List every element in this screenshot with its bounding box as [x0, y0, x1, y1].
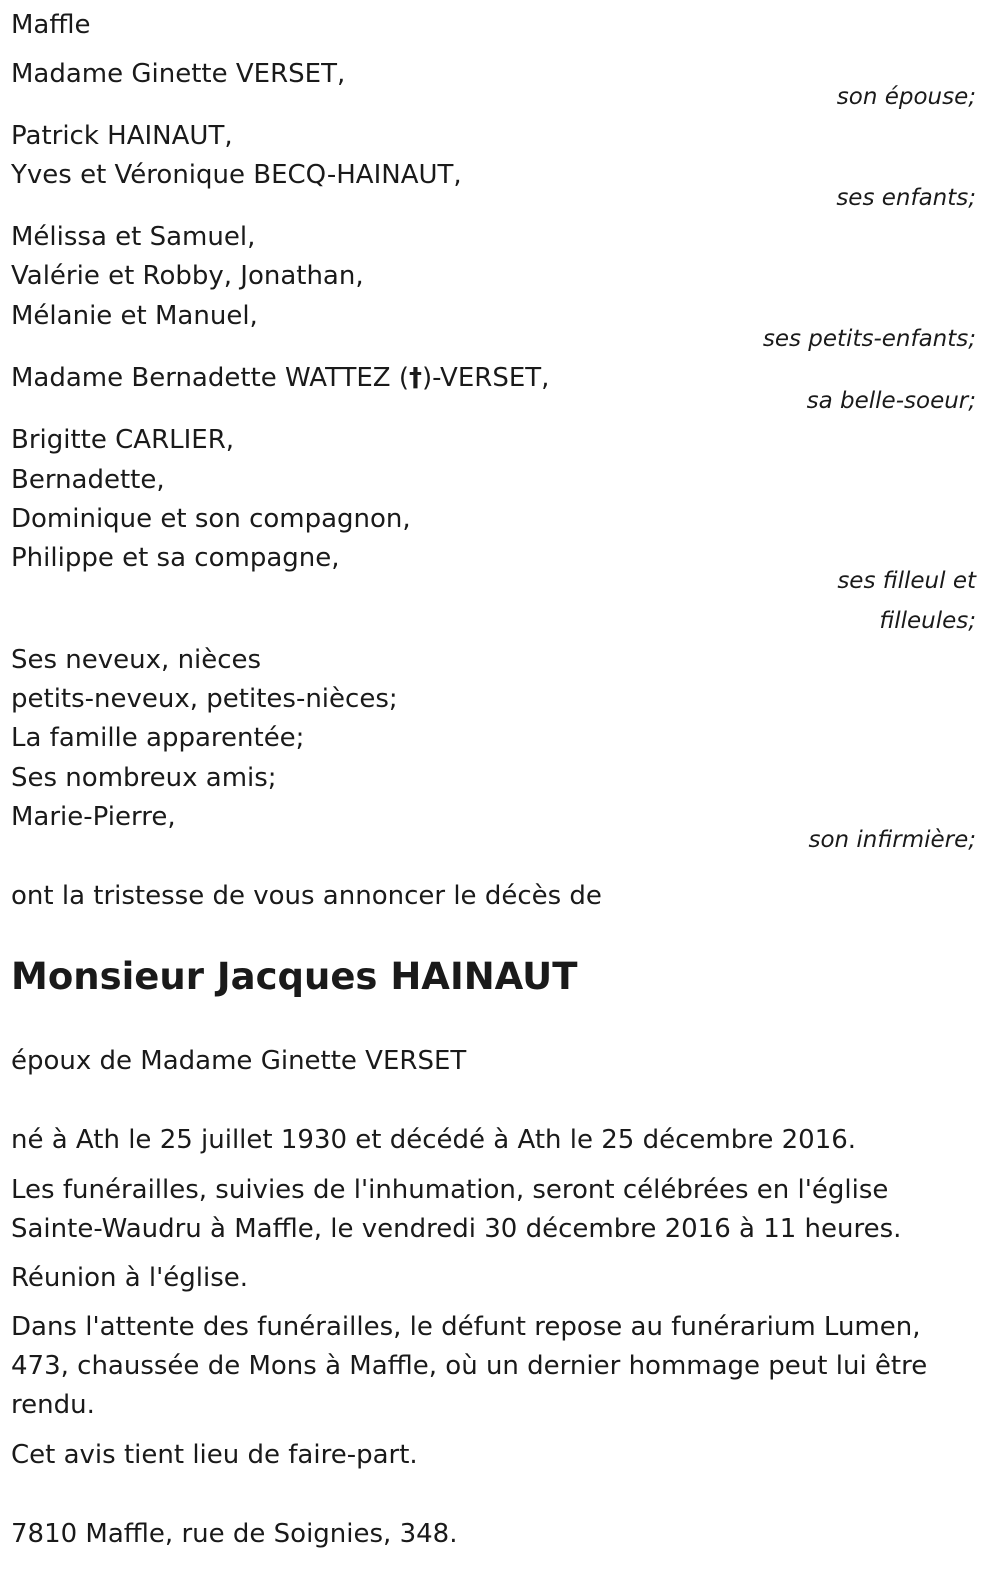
child-name-2: Yves et Véronique BECQ-HAINAUT,	[11, 160, 462, 190]
funeral-line-1: Les funérailles, suivies de l'inhumation, seront célébrées en l'église	[11, 1175, 889, 1205]
children-role: ses enfants;	[836, 185, 976, 211]
sister-in-law-name	[11, 363, 549, 393]
other-relatives-line-4: Ses nombreux amis;	[11, 763, 277, 793]
grandchild-name-2: Valérie et Robby, Jonathan,	[11, 261, 364, 291]
sister-in-law-name-prefix: Madame Bernadette WATTEZ (	[11, 363, 410, 393]
wake-line-3: rendu.	[11, 1390, 95, 1420]
godchild-name-2: Bernadette,	[11, 465, 165, 495]
godchildren-role-line-1: ses filleul et	[837, 568, 976, 594]
godchild-name-3: Dominique et son compagnon,	[11, 504, 411, 534]
gathering-text: Réunion à l'église.	[11, 1263, 249, 1293]
godchildren-role-line-2: filleules;	[879, 608, 976, 634]
other-relatives-line-3: La famille apparentée;	[11, 723, 305, 753]
birth-death-text: né à Ath le 25 juillet 1930 et décédé à Ath le 25 décembre 2016.	[11, 1125, 857, 1155]
other-relatives-line-1: Ses neveux, nièces	[11, 645, 262, 675]
address-text: 7810 Maffle, rue de Soignies, 348.	[11, 1519, 458, 1549]
spouse-role: son épouse;	[836, 84, 976, 110]
notice-text: Cet avis tient lieu de faire-part.	[11, 1440, 418, 1470]
grandchild-name-3: Mélanie et Manuel,	[11, 301, 258, 331]
spouse-name: Madame Ginette VERSET,	[11, 59, 346, 89]
other-relatives-line-2: petits-neveux, petites-nièces;	[11, 684, 398, 714]
funeral-line-2: Sainte-Waudru à Maffle, le vendredi 30 décembre 2016 à 11 heures.	[11, 1214, 902, 1244]
grandchild-name-1: Mélissa et Samuel,	[11, 222, 256, 252]
nurse-name: Marie-Pierre,	[11, 802, 176, 832]
sister-in-law-role: sa belle-soeur;	[806, 388, 976, 414]
cross-icon: †	[409, 363, 423, 393]
announcement-text: ont la tristesse de vous annoncer le décès de	[11, 881, 602, 911]
godchild-name-1: Brigitte CARLIER,	[11, 425, 235, 455]
spouse-of-text: époux de Madame Ginette VERSET	[11, 1046, 467, 1076]
wake-line-2: 473, chaussée de Mons à Maffle, où un dernier hommage peut lui être	[11, 1351, 928, 1381]
grandchildren-role: ses petits-enfants;	[762, 326, 976, 352]
nurse-role: son infirmière;	[808, 827, 976, 853]
sister-in-law-name-suffix: )-VERSET,	[422, 363, 550, 393]
wake-line-1: Dans l'attente des funérailles, le défunt repose au funérarium Lumen,	[11, 1312, 921, 1342]
godchild-name-4: Philippe et sa compagne,	[11, 543, 340, 573]
location-heading: Maffle	[11, 10, 91, 40]
deceased-name: Monsieur Jacques HAINAUT	[11, 955, 578, 998]
child-name-1: Patrick HAINAUT,	[11, 121, 233, 151]
